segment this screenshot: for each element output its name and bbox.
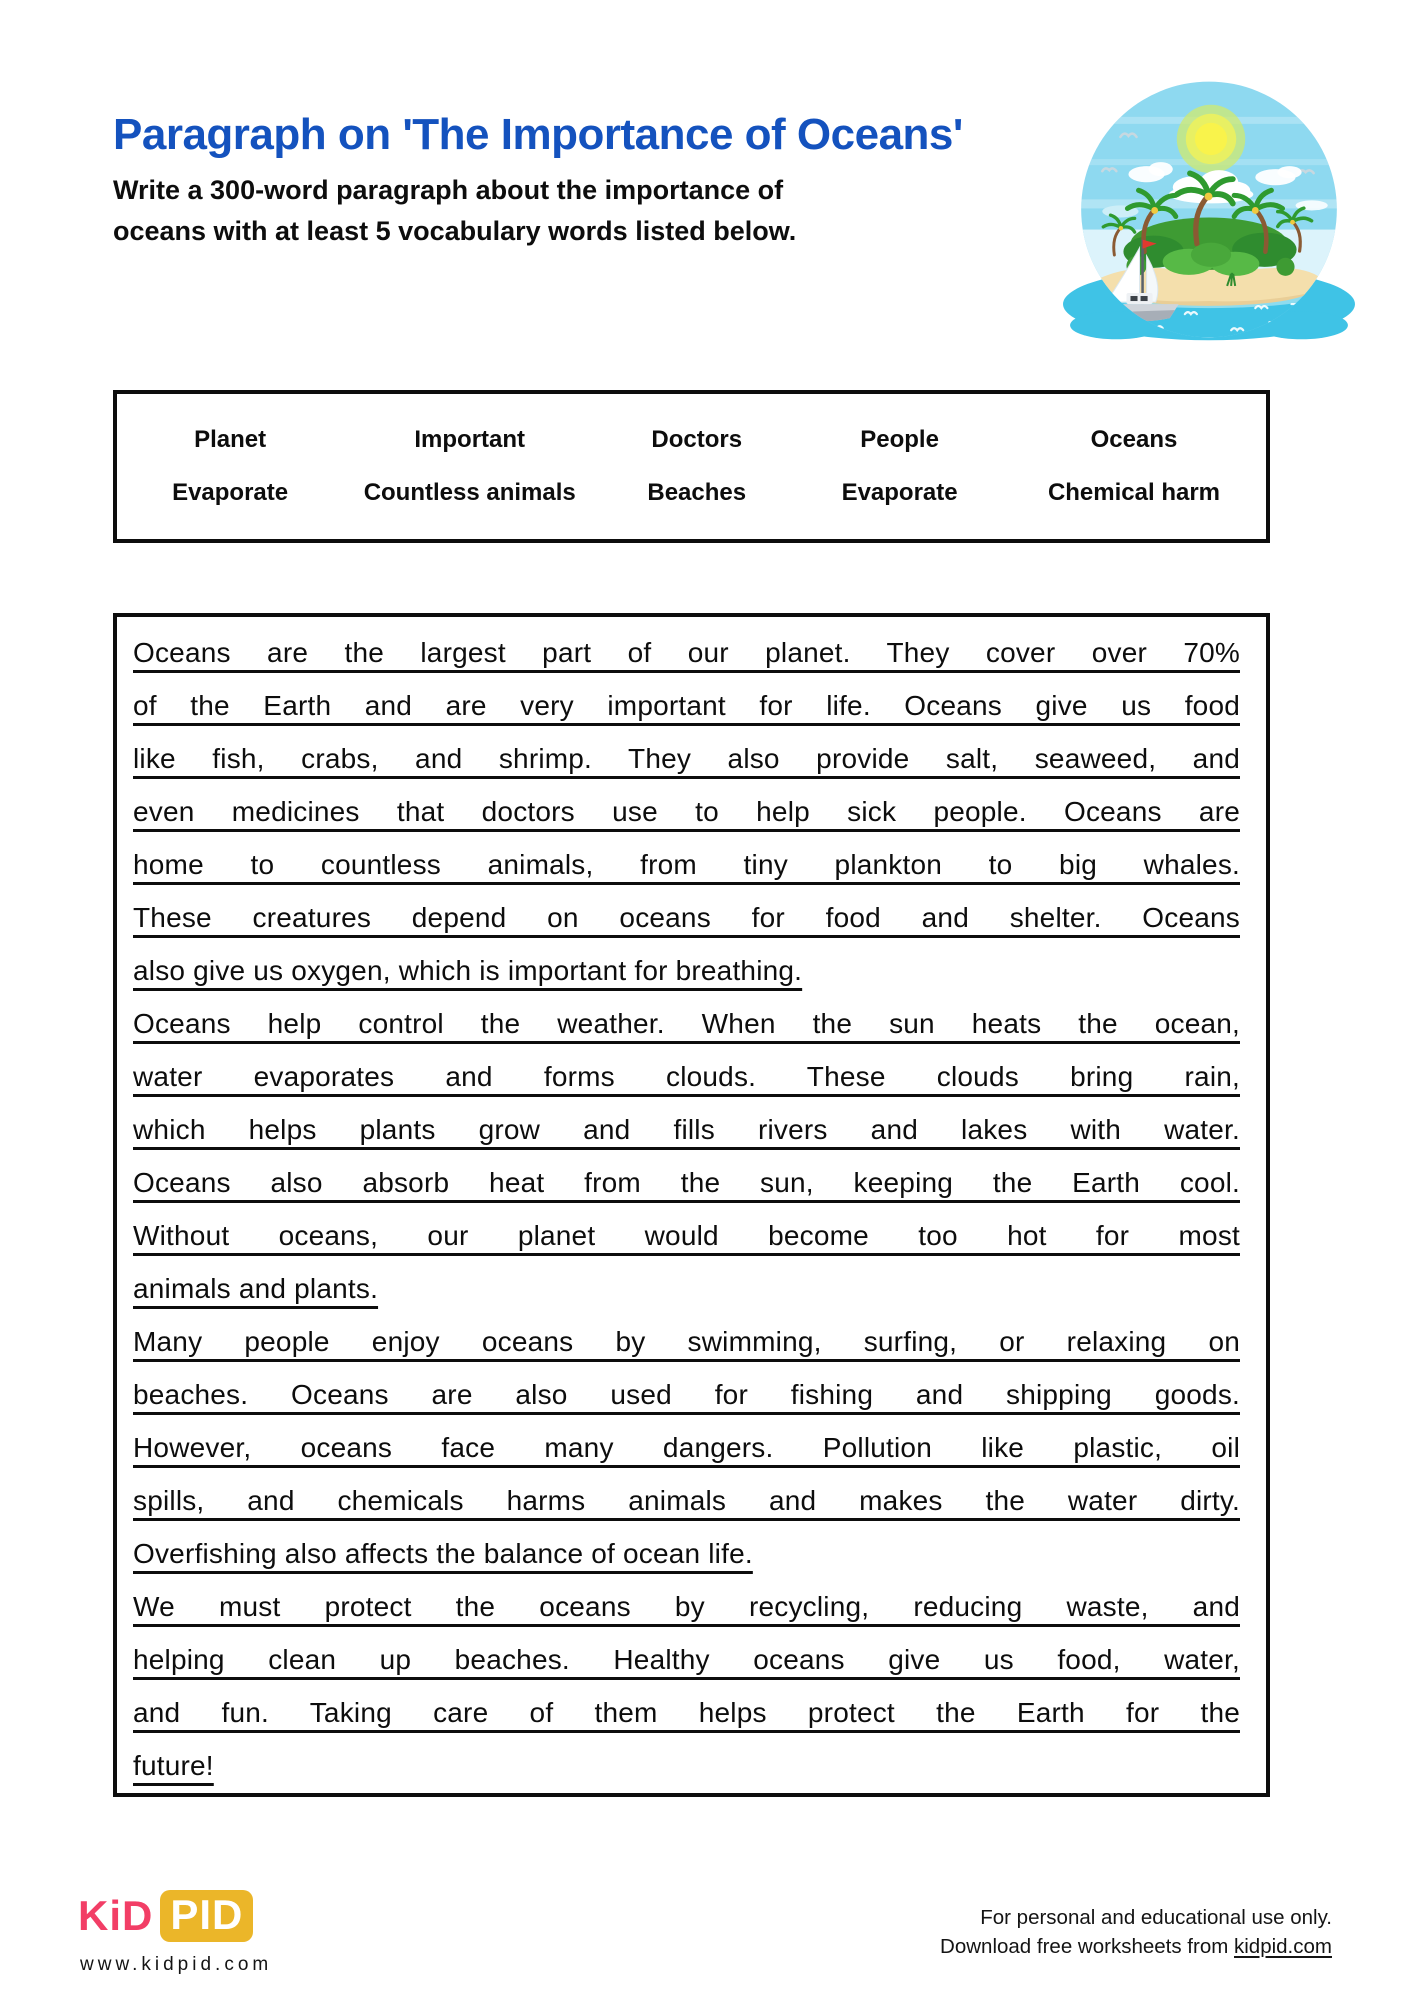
vocab-word: Doctors [651, 425, 743, 453]
license-note [940, 1903, 1332, 1961]
essay-line: also give us oxygen, which is important for breathing. [133, 955, 803, 986]
vocab-word: Oceans [1090, 425, 1178, 453]
essay-line: water evaporates and forms clouds. These clouds bring rain, [133, 1061, 1240, 1092]
essay-line: helping clean up beaches. Healthy oceans give us food, water, [133, 1644, 1240, 1675]
kidpid-link[interactable]: kidpid.com [1234, 1935, 1332, 1958]
essay-line: spills, and chemicals harms animals and makes the water dirty. [133, 1485, 1240, 1516]
license-line1: For personal and educational use only. [980, 1906, 1332, 1929]
essay-line: of the Earth and are very important for life. Oceans give us food [133, 690, 1240, 721]
vocab-row-2 [125, 479, 1258, 507]
logo-pid-badge: PID [160, 1890, 253, 1942]
essay-line: beaches. Oceans are also used for fishing and shipping goods. [133, 1379, 1240, 1410]
essay-line: home to countless animals, from tiny plankton to big whales. [133, 849, 1240, 880]
license-line2-prefix: Download free worksheets from [940, 1935, 1234, 1958]
vocab-word: People [860, 425, 939, 453]
essay-line: like fish, crabs, and shrimp. They also provide salt, seaweed, and [133, 743, 1240, 774]
essay-box [113, 613, 1270, 1797]
vocab-word: Countless animals [363, 479, 576, 507]
vocab-word: Planet [194, 425, 267, 453]
instructions-line1: Write a 300-word paragraph about the importance of [113, 175, 784, 205]
essay-line: animals and plants. [133, 1273, 379, 1304]
page-title: Paragraph on 'The Importance of Oceans' [113, 110, 963, 159]
essay-line: We must protect the oceans by recycling, reducing waste, and [133, 1591, 1240, 1622]
sun-icon [1177, 105, 1245, 173]
vocabulary-box [113, 390, 1270, 543]
kidpid-logo [78, 1890, 253, 1942]
essay-line: future! [133, 1750, 214, 1781]
island-illustration [1058, 78, 1360, 360]
vocab-word: Evaporate [172, 479, 289, 507]
vocab-row-1 [125, 426, 1258, 454]
vocab-word: Beaches [647, 479, 747, 507]
vocab-word: Evaporate [841, 479, 958, 507]
essay-line: Many people enjoy oceans by swimming, surfing, or relaxing on [133, 1326, 1240, 1357]
essay-line: and fun. Taking care of them helps protect the Earth for the [133, 1697, 1240, 1728]
essay-line: Oceans help control the weather. When the sun heats the ocean, [133, 1008, 1240, 1039]
instructions-line2: oceans with at least 5 vocabulary words listed below. [113, 216, 797, 246]
logo-kid-text: KiD [78, 1892, 154, 1939]
essay-line: Oceans are the largest part of our planet. They cover over 70% [133, 637, 1240, 668]
essay-line: Without oceans, our planet would become too hot for most [133, 1220, 1240, 1251]
essay-line: even medicines that doctors use to help sick people. Oceans are [133, 796, 1240, 827]
vocab-word: Chemical harm [1047, 479, 1221, 507]
vocab-word: Important [414, 425, 526, 453]
essay-line: which helps plants grow and fills rivers and lakes with water. [133, 1114, 1240, 1145]
essay-line: Oceans also absorb heat from the sun, keeping the Earth cool. [133, 1167, 1240, 1198]
essay-line: Overfishing also affects the balance of ocean life. [133, 1538, 753, 1569]
instructions [113, 170, 796, 252]
essay-line: However, oceans face many dangers. Pollution like plastic, oil [133, 1432, 1240, 1463]
website-url: www.kidpid.com [80, 1954, 273, 1975]
essay-line: These creatures depend on oceans for food and shelter. Oceans [133, 902, 1240, 933]
license-line2 [940, 1932, 1332, 1961]
island-scene-svg [1058, 78, 1360, 360]
